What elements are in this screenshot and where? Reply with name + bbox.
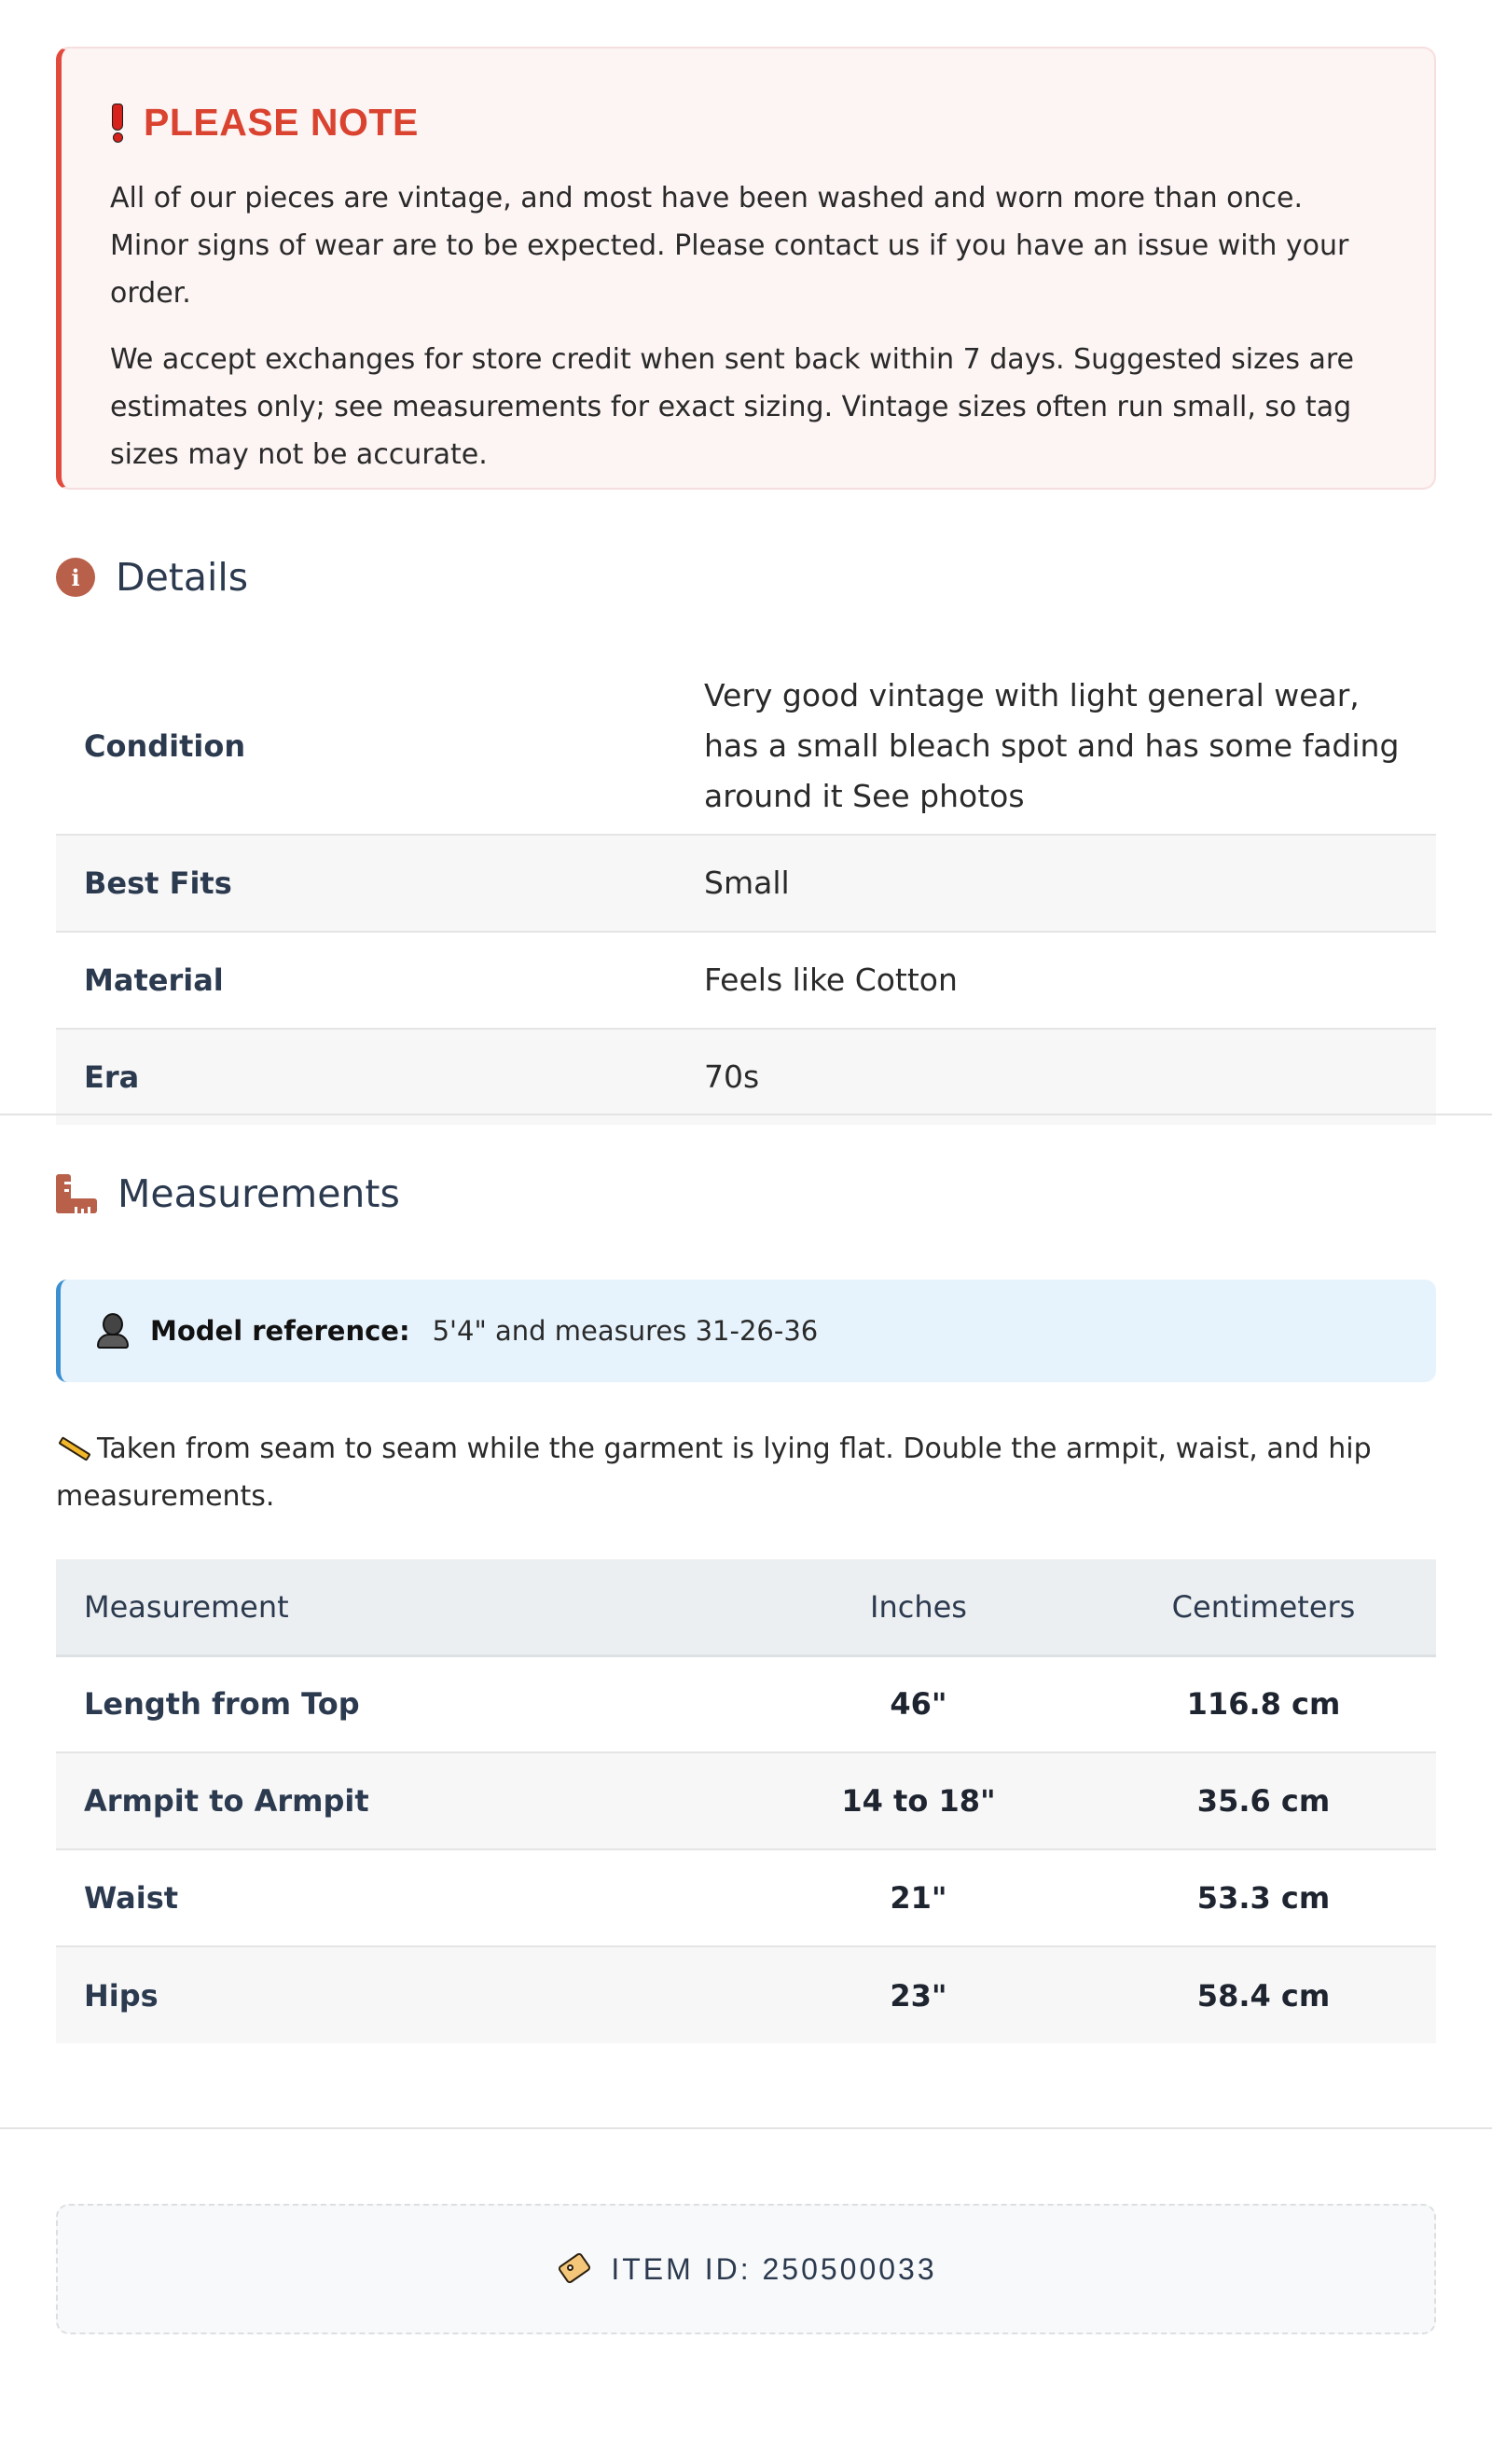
column-header: Inches <box>746 1559 1091 1655</box>
table-header-row <box>56 1559 1436 1655</box>
measurement-inches: 46" <box>746 1655 1091 1752</box>
measurement-name: Waist <box>56 1849 746 1946</box>
measurements-section <box>0 1115 1492 2043</box>
item-section <box>0 2204 1492 2334</box>
info-icon: i <box>56 558 95 597</box>
table-row <box>56 835 1436 932</box>
measurement-cm: 116.8 cm <box>1091 1655 1436 1752</box>
measurements-table <box>56 1559 1436 2043</box>
measurement-inches: 21" <box>746 1849 1091 1946</box>
person-icon <box>96 1313 130 1349</box>
measurement-inches: 14 to 18" <box>746 1752 1091 1849</box>
measurement-note-text: Taken from seam to seam while the garment is lying flat. Double the armpit, waist, and hip measurements. <box>56 1433 1372 1513</box>
details-header <box>56 555 1436 600</box>
please-note-box <box>56 47 1436 490</box>
measurement-cm: 58.4 cm <box>1091 1946 1436 2043</box>
page-content <box>0 0 1492 1125</box>
section-divider <box>0 2127 1492 2129</box>
measurements-header <box>56 1171 1436 1216</box>
ruler-icon <box>56 1174 97 1213</box>
exclamation-icon <box>110 104 123 143</box>
measurements-title: Measurements <box>117 1171 400 1216</box>
row-value: Small <box>704 865 790 901</box>
row-label: Best Fits <box>84 865 232 901</box>
column-header: Measurement <box>56 1559 746 1655</box>
table-row <box>56 658 1436 835</box>
item-id: ITEM ID: 250500033 <box>611 2251 937 2286</box>
row-value: 70s <box>704 1059 760 1095</box>
column-header: Centimeters <box>1091 1559 1436 1655</box>
model-reference-box <box>56 1280 1436 1382</box>
table-row <box>56 1029 1436 1125</box>
measurement-inches: 23" <box>746 1946 1091 2043</box>
measurement-name: Length from Top <box>56 1655 746 1752</box>
measurement-cm: 53.3 cm <box>1091 1849 1436 1946</box>
measurement-name: Armpit to Armpit <box>56 1752 746 1849</box>
row-value: Feels like Cotton <box>704 962 958 998</box>
note-title: PLEASE NOTE <box>144 101 419 144</box>
table-row <box>56 932 1436 1029</box>
note-paragraph-1: All of our pieces are vintage, and most have been washed and worn more than once. Minor signs of wear are to be expected. Please contact us if you have an issue with your order. <box>110 182 1349 310</box>
item-id-box <box>56 2204 1436 2334</box>
row-label: Condition <box>84 727 246 764</box>
row-label: Material <box>84 962 224 998</box>
measurement-name: Hips <box>56 1946 746 2043</box>
tag-icon <box>555 2252 592 2286</box>
model-reference-label: Model reference: <box>150 1315 410 1347</box>
note-header <box>110 101 1386 145</box>
table-row <box>56 1655 1436 1752</box>
table-row <box>56 1849 1436 1946</box>
note-paragraph-2: We accept exchanges for store credit when sent back within 7 days. Suggested sizes are estimates only; see measurements for exact sizing. Vintage sizes often run small, so tag sizes may not be accurate. <box>110 343 1355 471</box>
row-label: Era <box>84 1059 140 1095</box>
model-reference-value: 5'4" and measures 31-26-36 <box>432 1315 819 1347</box>
table-row <box>56 1752 1436 1849</box>
pencil-icon <box>56 1435 90 1461</box>
details-title: Details <box>116 555 249 600</box>
table-row <box>56 1946 1436 2043</box>
details-table <box>56 658 1436 1125</box>
measurement-cm: 35.6 cm <box>1091 1752 1436 1849</box>
measurement-note <box>56 1425 1436 1520</box>
row-value: Very good vintage with light general wear, has a small bleach spot and has some fading around it See photos <box>704 676 1400 814</box>
